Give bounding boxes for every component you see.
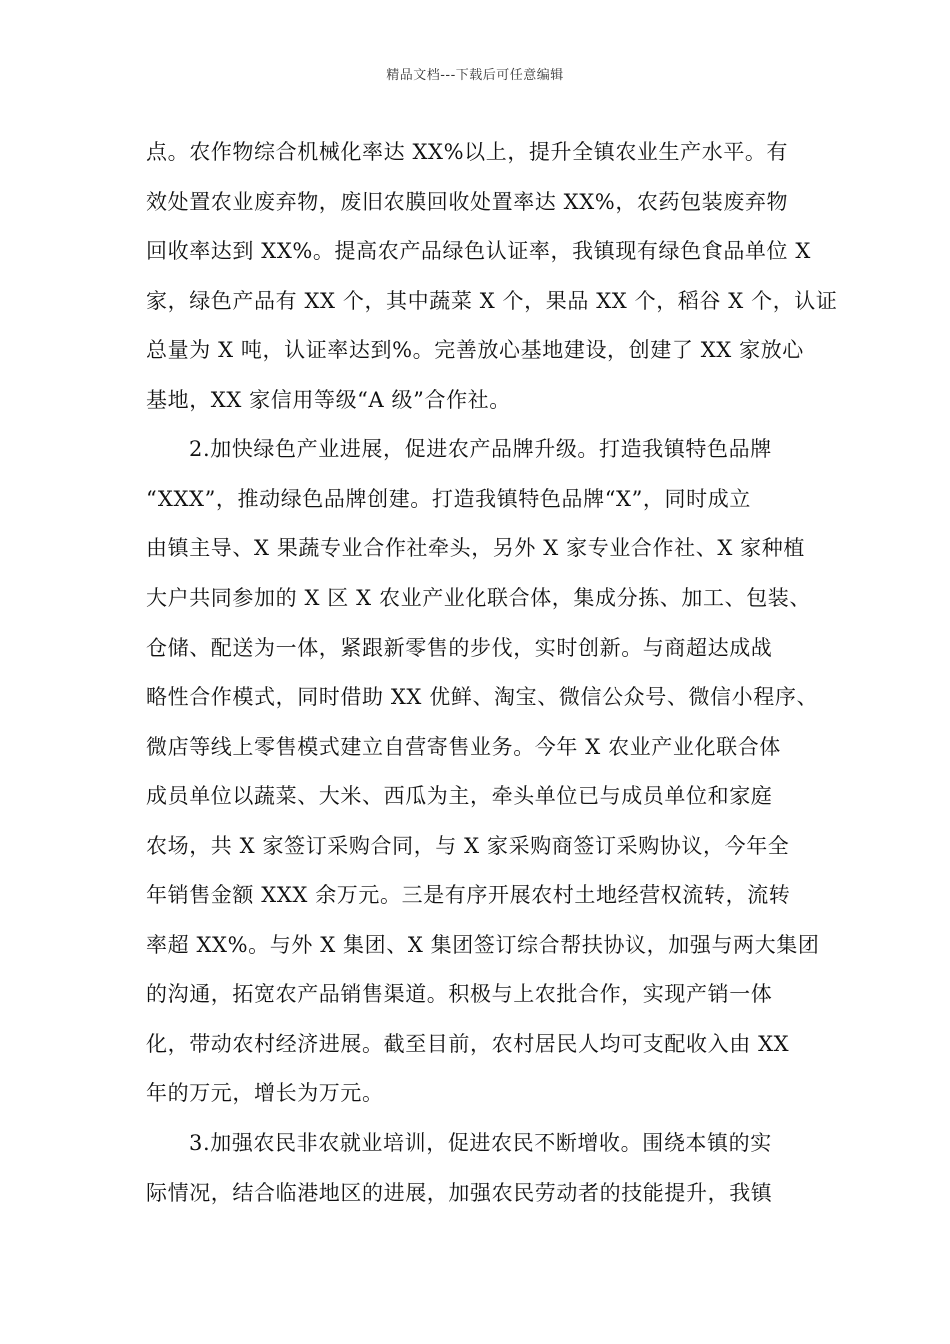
text-line: 年的万元，增长为万元。 [146, 1081, 384, 1105]
text-line: 农场，共 X 家签订采购合同，与 X 家采购商签订采购协议，今年全 [146, 834, 790, 858]
text-line: 略性合作模式，同时借助 XX 优鲜、淘宝、微信公众号、微信小程序、 [146, 685, 819, 709]
text-line: 总量为 X 吨，认证率达到%。完善放心基地建设，创建了 XX 家放心 [146, 338, 804, 362]
text-line: 年销售金额 XXX 余万元。三是有序开展农村土地经营权流转，流转 [146, 883, 791, 907]
text-line: 率超 XX%。与外 X 集团、X 集团签订综合帮扶协议，加强与两大集团 [146, 933, 820, 957]
text-line: “XXX”，推动绿色品牌创建。打造我镇特色品牌“X”，同时成立 [146, 487, 751, 511]
text-line: 回收率达到 XX%。提高农产品绿色认证率，我镇现有绿色食品单位 X [146, 239, 811, 263]
text-line: 大户共同参加的 X 区 X 农业产业化联合体，集成分拣、加工、包装、 [146, 586, 811, 610]
text-line: 化，带动农村经济进展。截至目前，农村居民人均可支配收入由 XX [146, 1032, 790, 1056]
text-line: 基地，XX 家信用等级“A 级”合作社。 [146, 388, 511, 412]
text-line: 仓储、配送为一体，紧跟新零售的步伐，实时创新。与商超达成战 [146, 636, 773, 660]
text-line: 点。农作物综合机械化率达 XX%以上，提升全镇农业生产水平。有 [146, 140, 789, 164]
text-line: 2.加快绿色产业进展，促进农产品牌升级。打造我镇特色品牌 [189, 437, 772, 461]
text-line: 家，绿色产品有 XX 个，其中蔬菜 X 个，果品 XX 个，稻谷 X 个，认证 [146, 289, 838, 313]
text-line: 3.加强农民非农就业培训，促进农民不断增收。围绕本镇的实 [189, 1131, 772, 1155]
text-line: 的沟通，拓宽农产品销售渠道。积极与上农批合作，实现产销一体 [146, 982, 773, 1006]
text-line: 由镇主导、X 果蔬专业合作社牵头，另外 X 家专业合作社、X 家种植 [146, 536, 805, 560]
page-header: 精品文档---下载后可任意编辑 [386, 68, 564, 83]
text-line: 效处置农业废弃物，废旧农膜回收处置率达 XX%，农药包装废弃物 [146, 190, 789, 214]
text-line: 微店等线上零售模式建立自营寄售业务。今年 X 农业产业化联合体 [146, 735, 781, 759]
text-line: 际情况，结合临港地区的进展，加强农民劳动者的技能提升，我镇 [146, 1181, 773, 1205]
text-line: 成员单位以蔬菜、大米、西瓜为主，牵头单位已与成员单位和家庭 [146, 784, 773, 808]
